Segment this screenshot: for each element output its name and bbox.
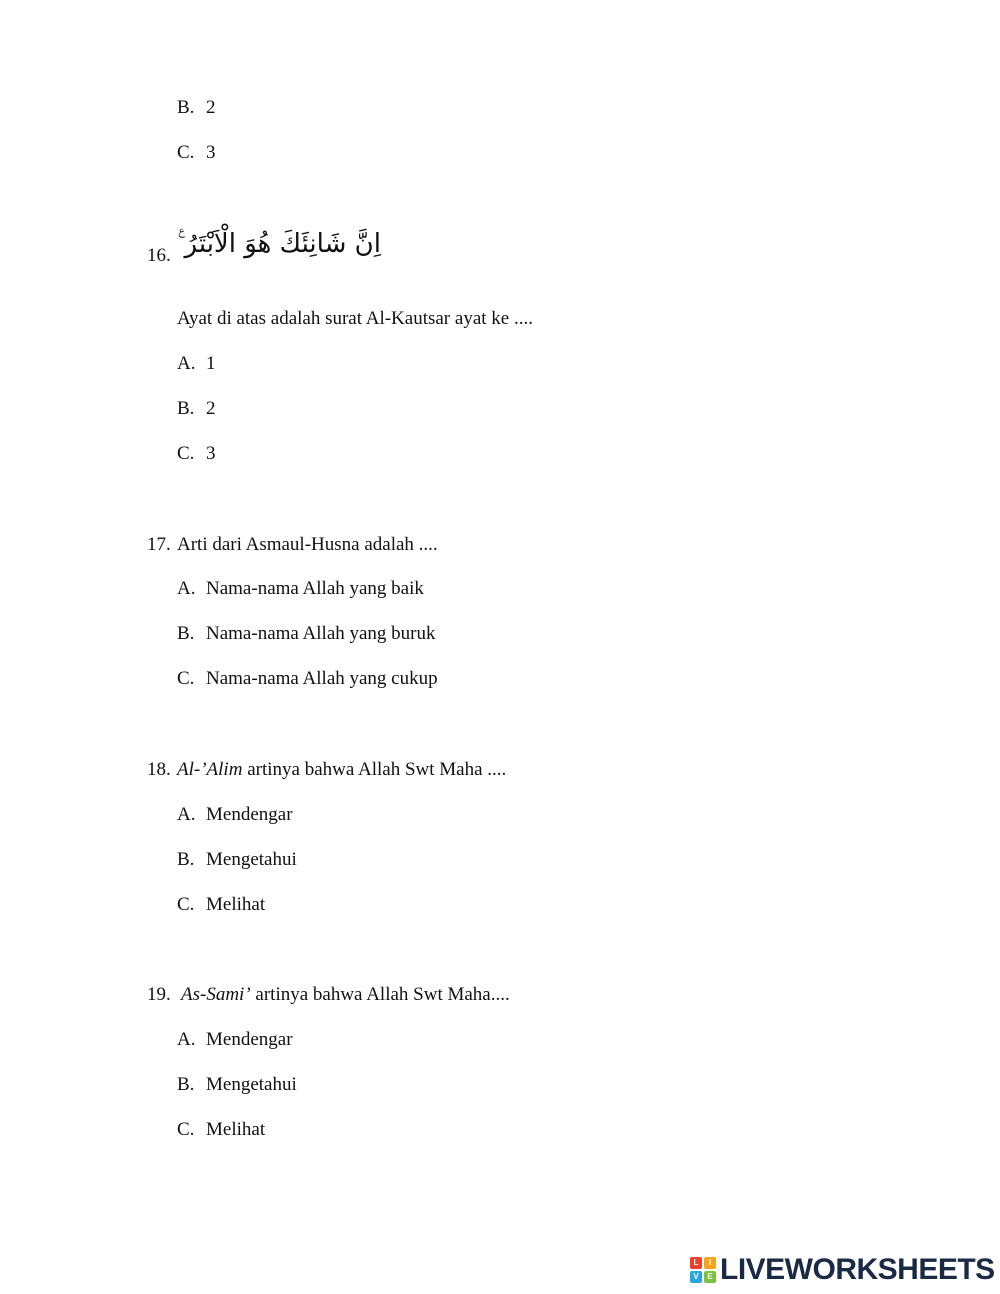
option-text: Mendengar [206,1029,293,1050]
option-letter: A. [177,1029,196,1050]
liveworksheets-logo[interactable] [690,1254,995,1286]
option-text: 2 [206,97,216,118]
option-text: 3 [206,443,216,464]
logo-mark-letter: V [690,1271,702,1283]
option-text: Melihat [206,894,266,915]
question-number: 17. [147,534,171,555]
option-letter: A. [177,578,196,599]
question-text [177,759,506,781]
option-text: Nama-nama Allah yang cukup [206,668,438,689]
option-letter: B. [177,1074,195,1095]
question-text: Arti dari Asmaul-Husna adalah .... [177,534,438,555]
option-letter: B. [177,623,195,644]
question-rest: artinya bahwa Allah Swt Maha.... [250,984,510,1005]
question-rest: artinya bahwa Allah Swt Maha .... [242,759,507,780]
option-text: 1 [206,353,216,374]
arabic-verse: اِنَّ شَانِئَكَ هُوَ الْاَبْتَرُ ࣖ [178,229,381,259]
option-letter: C. [177,668,195,689]
option-letter: C. [177,1119,195,1140]
option-letter: A. [177,353,196,374]
option-letter: B. [177,398,195,419]
question-text [181,984,510,1006]
question-term: Al-’Alim [177,759,243,780]
question-number: 18. [147,759,171,780]
logo-mark-letter: L [690,1257,702,1269]
liveworksheets-logo-icon [690,1257,716,1283]
question-number: 19. [147,984,171,1005]
question-number: 16. [147,245,171,266]
logo-text: LIVEWORKSHEETS [720,1253,995,1286]
option-text: Mengetahui [206,849,297,870]
option-letter: B. [177,97,195,118]
option-text: 2 [206,398,216,419]
logo-mark-letter: E [704,1271,716,1283]
option-text: Nama-nama Allah yang baik [206,578,424,599]
option-letter: A. [177,804,196,825]
logo-mark-letter: I [704,1257,716,1269]
option-text: Nama-nama Allah yang buruk [206,623,436,644]
question-text: Ayat di atas adalah surat Al-Kautsar ayat ke .... [177,308,533,329]
option-text: Melihat [206,1119,266,1140]
option-letter: C. [177,443,195,464]
option-text: 3 [206,142,216,163]
option-letter: C. [177,142,195,163]
option-letter: B. [177,849,195,870]
option-text: Mendengar [206,804,293,825]
question-term: As-Sami’ [181,984,251,1005]
option-text: Mengetahui [206,1074,297,1095]
option-letter: C. [177,894,195,915]
